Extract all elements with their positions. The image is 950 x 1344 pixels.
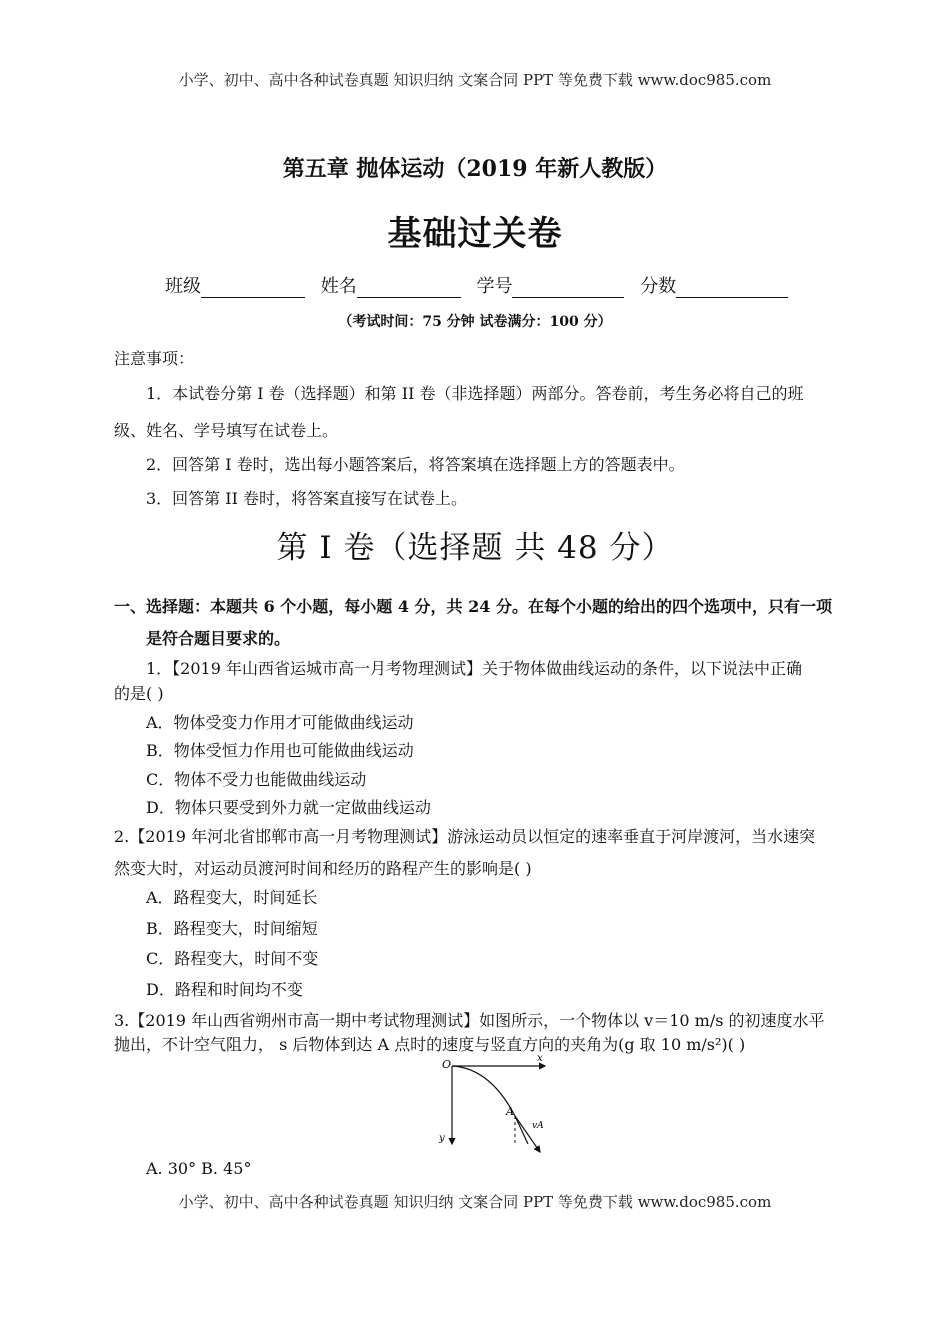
name-blank[interactable] — [357, 279, 461, 298]
student-id-blank[interactable] — [512, 279, 624, 298]
note-1: 1．本试卷分第 I 卷（选择题）和第 II 卷（非选择题）两部分。答卷前，考生务必将自己的班 — [146, 384, 804, 403]
class-label: 班级 — [165, 276, 201, 297]
q3-stem-line-1: 3.【2019 年山西省朔州市高一期中考试物理测试】如图所示，一个物体以 v＝10 m/s 的初速度水平 — [114, 1011, 825, 1030]
y-axis-label: y — [439, 1133, 445, 1144]
projectile-figure — [420, 1052, 560, 1162]
point-a-label: A — [506, 1105, 514, 1118]
page-footer: 小学、初中、高中各种试卷真题 知识归纳 文案合同 PPT 等免费下载 www.doc985.com — [178, 1193, 772, 1211]
q3-options: A. 30° B. 45° — [146, 1159, 252, 1178]
part-intro-line-2: 是符合题目要求的。 — [146, 629, 291, 648]
q1-option-b: B．物体受恒力作用也可能做曲线运动 — [146, 741, 414, 760]
trajectory-curve — [452, 1066, 528, 1144]
note-1-cont: 级、姓名、学号填写在试卷上。 — [114, 421, 339, 440]
q2-stem-line-2: 然变大时，对运动员渡河时间和经历的路程产生的影响是( ) — [114, 859, 532, 878]
q2-option-c: C．路程变大，时间不变 — [146, 949, 319, 968]
score-blank[interactable] — [676, 279, 788, 298]
student-id-field — [476, 272, 624, 298]
q1-stem-line-1: 1．【2019 年山西省运城市高一月考物理测试】关于物体做曲线运动的条件，以下说法中正确 — [146, 659, 802, 678]
q1-option-d: D．物体只要受到外力就一定做曲线运动 — [146, 798, 431, 817]
q2-option-a: A．路程变大，时间延长 — [146, 888, 318, 907]
note-3: 3．回答第 II 卷时，将答案直接写在试卷上。 — [146, 489, 467, 508]
name-label: 姓名 — [320, 276, 357, 297]
page-header: 小学、初中、高中各种试卷真题 知识归纳 文案合同 PPT 等免费下载 www.doc985.com — [178, 71, 772, 89]
name-field — [321, 272, 461, 298]
student-id-label: 学号 — [476, 276, 513, 297]
q2-option-b: B．路程变大，时间缩短 — [146, 919, 318, 938]
q1-stem-line-2: 的是( ) — [114, 684, 164, 703]
q1-option-a: A．物体受变力作用才可能做曲线运动 — [146, 713, 414, 732]
q2-stem-line-1: 2.【2019 年河北省邯郸市高一月考物理测试】游泳运动员以恒定的速率垂直于河岸渡河，当水速突 — [114, 827, 816, 846]
class-blank[interactable] — [201, 279, 305, 298]
q3-stem-line-2: 抛出，不计空气阻力， s 后物体到达 A 点时的速度与竖直方向的夹角为(g 取 10 m/s²)( ) — [114, 1035, 746, 1054]
q2-option-d: D．路程和时间均不变 — [146, 980, 303, 999]
note-2: 2．回答第 I 卷时，选出每小题答案后，将答案填在选择题上方的答题表中。 — [146, 455, 685, 474]
notes-title: 注意事项： — [114, 349, 195, 368]
paper-title: 基础过关卷 — [387, 214, 563, 254]
velocity-label: vA — [532, 1121, 544, 1131]
class-field — [165, 272, 305, 298]
score-field — [640, 272, 788, 298]
student-info-row — [165, 272, 798, 298]
exam-time-info: （考试时间：75 分钟 试卷满分：100 分） — [338, 314, 612, 330]
score-label: 分数 — [640, 276, 677, 297]
origin-label: O — [442, 1058, 452, 1071]
section-title: 第 I 卷（选择题 共 48 分） — [276, 530, 674, 566]
part-intro-line-1: 一、选择题：本题共 6 个小题，每小题 4 分，共 24 分。在每个小题的给出的四个选项中，只有一项 — [114, 597, 832, 616]
q1-option-c: C．物体不受力也能做曲线运动 — [146, 770, 367, 789]
x-axis-label: x — [537, 1053, 543, 1064]
chapter-title: 第五章 抛体运动（2019 年新人教版） — [282, 156, 668, 182]
